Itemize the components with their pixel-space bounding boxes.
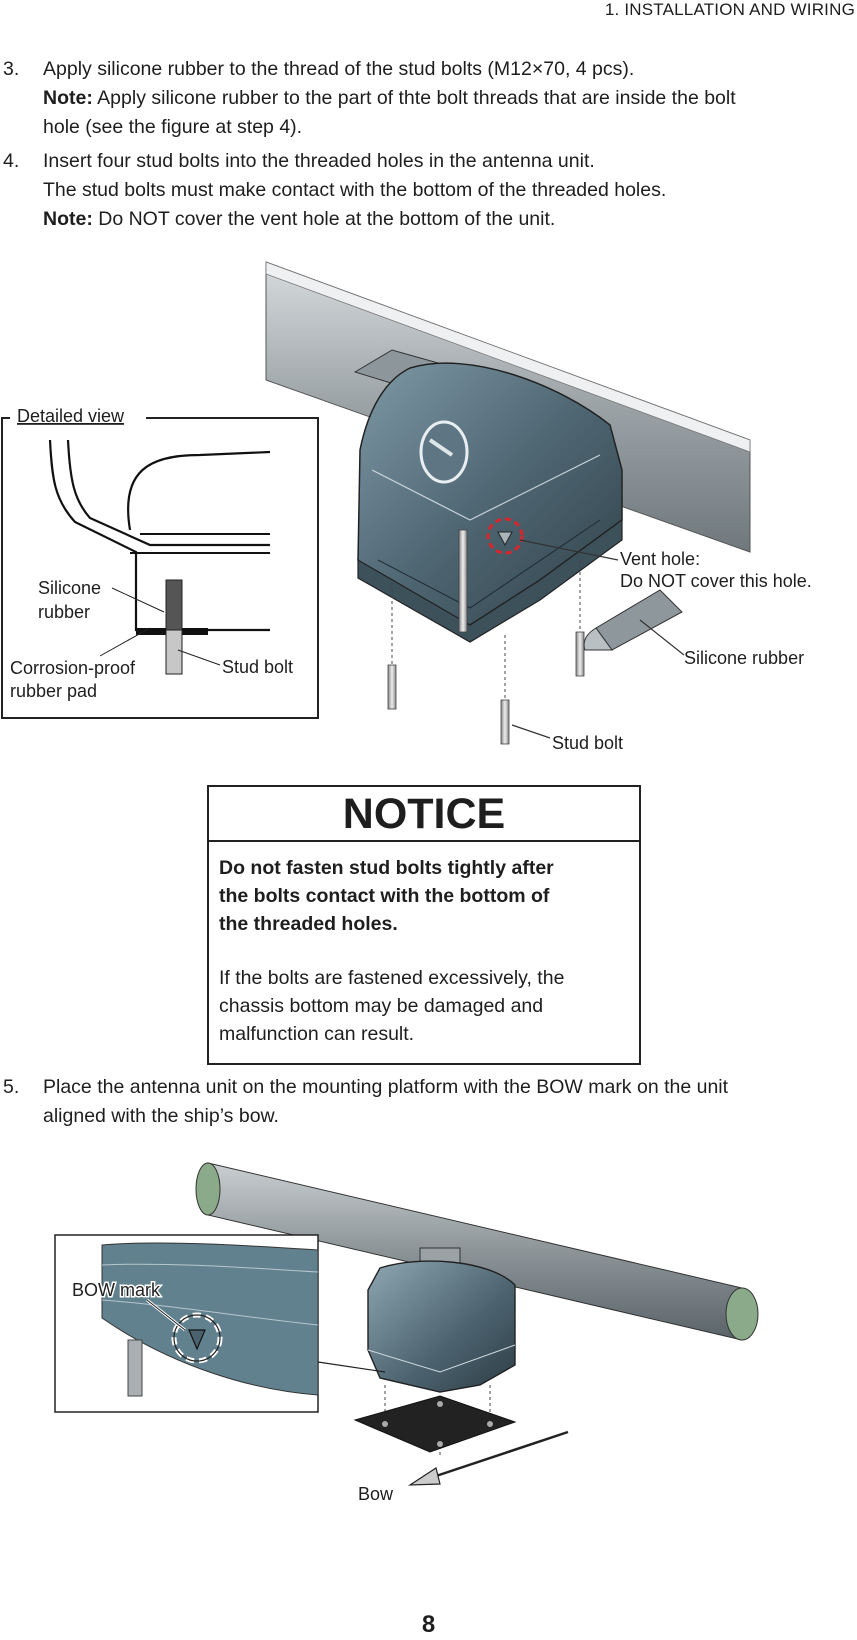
- step-5-text-2: aligned with the ship’s bow.: [43, 1105, 279, 1127]
- step-3-text: Apply silicone rubber to the thread of the stud bolts (M12×70, 4 pcs).: [43, 58, 635, 80]
- stud-bolt: [576, 632, 584, 676]
- notice-bold-line: the bolts contact with the bottom of: [219, 885, 550, 907]
- stud-bolt-installation-figure: [0, 250, 857, 760]
- detailed-view-title: Detailed view: [17, 406, 125, 426]
- bow-mark-inset: [55, 1235, 318, 1412]
- step-number: 3.: [3, 58, 20, 80]
- step-4-note: [43, 205, 555, 234]
- vent-hole-warning: Do NOT cover this hole.: [620, 571, 812, 591]
- step-4-text: Insert four stud bolts into the threaded holes in the antenna unit.: [43, 150, 595, 172]
- note-text: Apply silicone rubber to the part of thte bolt threads that are inside the bolt: [97, 87, 736, 109]
- stud-bolt-label: Stud bolt: [552, 733, 624, 753]
- note-label: Note:: [43, 208, 93, 230]
- bow-label: Bow: [358, 1484, 394, 1504]
- stud-bolt: [388, 665, 396, 709]
- notice-title: NOTICE: [209, 787, 639, 842]
- notice-text-line: chassis bottom may be damaged and: [219, 995, 544, 1017]
- silicone-rubber-detail-label: Silicone: [38, 578, 102, 598]
- notice-box: [207, 785, 641, 1065]
- notice-bold-line: the threaded holes.: [219, 913, 398, 935]
- stud-bolt: [501, 700, 509, 744]
- stud-bolt: [459, 530, 467, 632]
- page-number: 8: [421, 1611, 436, 1638]
- note-label: Note:: [43, 87, 93, 109]
- bow-mark-label: BOW mark: [72, 1280, 160, 1300]
- step-number: 4.: [3, 150, 20, 172]
- corrosion-pad-label-2: rubber pad: [10, 681, 98, 701]
- step-3-note: [43, 84, 736, 113]
- step-5-text: Place the antenna unit on the mounting platform with the BOW mark on the unit: [43, 1076, 729, 1098]
- step-4-text-2: The stud bolts must make contact with the bottom of the threaded holes.: [43, 179, 667, 201]
- notice-text-line: If the bolts are fastened excessively, the: [219, 967, 565, 989]
- running-header: 1. INSTALLATION AND WIRING: [604, 0, 855, 19]
- notice-bold-line: Do not fasten stud bolts tightly after: [219, 857, 554, 879]
- step-3-note-cont: hole (see the figure at step 4).: [43, 116, 303, 138]
- silicone-rubber-label: Silicone rubber: [684, 648, 805, 668]
- notice-body: [209, 842, 639, 1048]
- stud-bolt-detail-label: Stud bolt: [222, 657, 294, 677]
- silicone-rubber-detail-label-2: rubber: [38, 602, 91, 622]
- radiator-endcap: [726, 1288, 758, 1340]
- notice-text-line: malfunction can result.: [219, 1023, 415, 1045]
- detailed-view-inset: [2, 404, 318, 718]
- antenna-placement-figure: [0, 1150, 857, 1520]
- note-text: Do NOT cover the vent hole at the bottom of the unit.: [98, 208, 556, 230]
- step-number: 5.: [3, 1076, 20, 1098]
- vent-hole-label: Vent hole:: [620, 549, 701, 569]
- corrosion-pad-label: Corrosion-proof: [10, 658, 136, 678]
